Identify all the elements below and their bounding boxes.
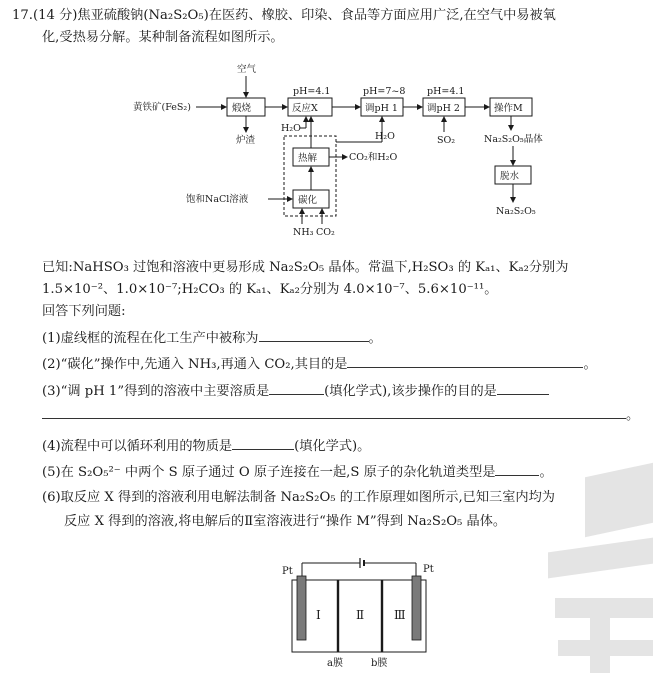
label-nh3: NH₃: [293, 227, 314, 238]
watermark-shape: [548, 538, 653, 579]
answer-blank-3a[interactable]: [269, 381, 324, 395]
label-adj1: 调pH 1: [365, 103, 398, 114]
given-line1: 已知:NaHSO₃ 过饱和溶液中更易形成 Na₂S₂O₅ 晶体。常温下,H₂SO₃ 的 Kₐ₁、Kₐ₂分别为: [42, 260, 569, 275]
sub-question-3: [42, 381, 549, 402]
label-reactx: 反应X: [292, 103, 318, 114]
label-nacl: 饱和NaCl溶液: [186, 194, 249, 205]
watermark-shape: [585, 463, 653, 537]
sub-question-2-text: (2)“碳化”操作中,先通入 NH₃,再通入 CO₂,其目的是: [42, 357, 348, 372]
answer-blank-2[interactable]: [347, 354, 583, 368]
sub-question-4-text-b: (填化学式)。: [294, 439, 371, 454]
label-product: Na₂S₂O₅: [496, 206, 536, 217]
answer-blank-3b[interactable]: [497, 381, 549, 395]
answer-blank-5[interactable]: [495, 462, 539, 476]
question-header-line2: 化,受热易分解。某种制备流程如图所示。: [42, 30, 284, 45]
label-h2o-out: H₂O: [375, 131, 395, 142]
electrode-right: [412, 576, 421, 640]
end-mark: 。: [626, 408, 640, 423]
label-ph1: pH=4.1: [293, 86, 331, 97]
label-pt-right: Pt: [423, 564, 434, 575]
sub-question-5-text: (5)在 S₂O₅²⁻ 中两个 S 原子通过 O 原子连接在一起,S 原子的杂化轨道类型是: [42, 465, 496, 480]
label-ph2: pH=7~8: [363, 86, 406, 97]
sub-question-4: [42, 436, 370, 457]
sub-question-6-line2: 反应 X 得到的溶液,将电解后的Ⅱ室溶液进行“操作 M”得到 Na₂S₂O₅ 晶体。: [64, 514, 507, 529]
sub-question-2: [42, 354, 597, 375]
label-air: 空气: [237, 64, 257, 75]
label-heat: 热解: [298, 153, 318, 164]
end-mark: 。: [368, 331, 382, 346]
label-calcine: 煅烧: [232, 103, 252, 114]
label-dehyd: 脱水: [500, 171, 520, 182]
sub-question-4-text-a: (4)流程中可以循环利用的物质是: [42, 439, 233, 454]
watermark-shape: [555, 598, 653, 618]
label-membrane-a: a膜: [327, 658, 343, 669]
end-mark: 。: [539, 465, 553, 480]
sub-question-1-text: (1)虚线框的流程在化工生产中被称为: [42, 331, 259, 346]
label-ore: 黄铁矿(FeS₂): [133, 102, 191, 113]
electrolysis-cell-diagram: [270, 558, 470, 670]
label-pt-left: Pt: [282, 566, 293, 577]
label-room-2: Ⅱ: [356, 608, 365, 622]
label-carb: 碳化: [298, 195, 318, 206]
label-ph3: pH=4.1: [427, 86, 465, 97]
sub-question-1: [42, 328, 382, 349]
answer-blank-4[interactable]: [232, 436, 294, 450]
given-line3: 回答下列问题:: [42, 304, 126, 319]
label-adj2: 调pH 2: [427, 103, 460, 114]
label-slag: 炉渣: [236, 135, 256, 146]
label-co2h2o: CO₂和H₂O: [349, 152, 398, 163]
answer-blank-3c[interactable]: [42, 405, 626, 419]
watermark-shape: [558, 640, 653, 656]
sub-question-3-continuation: [42, 405, 639, 426]
question-header-line1: 17.(14 分)焦亚硫酸钠(Na₂S₂O₅)在医药、橡胶、印染、食品等方面应用广泛,在空气中易被氧: [12, 8, 556, 23]
sub-question-3-text-b: (填化学式),该步操作的目的是: [324, 384, 497, 399]
sub-question-5: [42, 462, 553, 483]
label-h2o-in: H₂O: [281, 123, 301, 134]
end-mark: 。: [583, 357, 597, 372]
sub-question-6-line1: (6)取反应 X 得到的溶液利用电解法制备 Na₂S₂O₅ 的工作原理如图所示,已知三室内均为: [42, 490, 555, 505]
label-room-3: Ⅲ: [394, 608, 406, 622]
label-crystal: Na₂S₂O₅晶体: [484, 134, 543, 145]
electrode-left: [297, 576, 306, 640]
label-co2: CO₂: [316, 227, 335, 238]
label-room-1: Ⅰ: [316, 608, 321, 622]
label-opm: 操作M: [494, 103, 523, 114]
sub-question-3-text-a: (3)“调 pH 1”得到的溶液中主要溶质是: [42, 384, 270, 399]
label-so2: SO₂: [437, 135, 456, 146]
label-membrane-b: b膜: [371, 658, 388, 669]
given-line2: 1.5×10⁻²、1.0×10⁻⁷;H₂CO₃ 的 Kₐ₁、Kₐ₂分别为 4.0×10⁻⁷、5.6×10⁻¹¹。: [42, 282, 498, 297]
flow-diagram: [0, 52, 653, 252]
answer-blank-1[interactable]: [259, 328, 369, 342]
